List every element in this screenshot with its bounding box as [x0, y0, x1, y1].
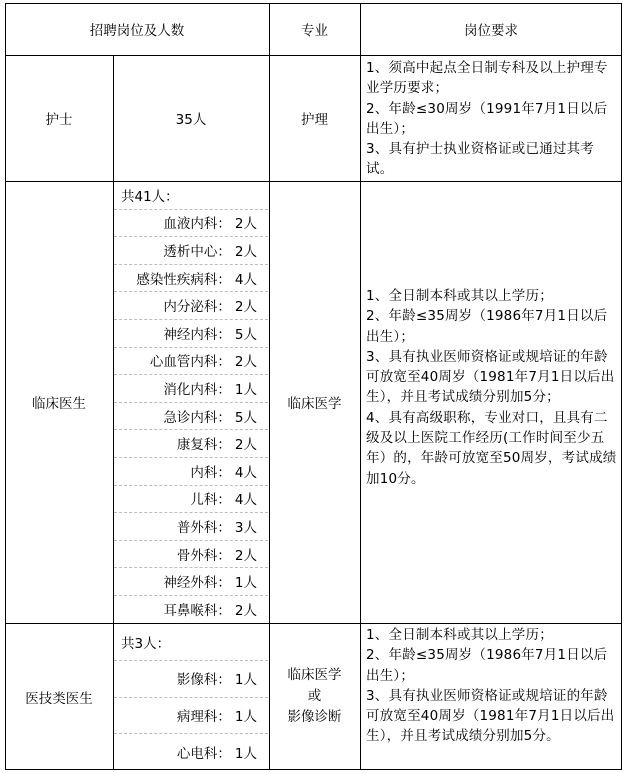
department-count: 4人 — [234, 492, 257, 509]
requirement-item: 1、全日制本科或其以上学历； — [366, 627, 553, 643]
major-clinical-doctor: 临床医学 — [287, 396, 342, 412]
department-name: 病理科： — [176, 708, 231, 725]
position-clinical-doctor: 临床医生 — [32, 396, 86, 412]
department-row — [113, 374, 269, 402]
requirement-item: 3、具有护士执业资格证或已通过其考试。 — [366, 141, 594, 178]
department-row — [113, 485, 269, 513]
department-count: 5人 — [234, 409, 257, 426]
department-count: 3人 — [234, 519, 257, 536]
department-count: 4人 — [234, 271, 257, 288]
count-nurse: 35人 — [175, 112, 207, 128]
department-name: 骨外科： — [176, 547, 231, 564]
requirements-clinical-doctor — [360, 286, 622, 489]
department-row — [113, 347, 269, 375]
department-count: 1人 — [234, 575, 257, 592]
department-name: 血液内科： — [163, 216, 231, 233]
department-row — [113, 264, 269, 292]
major-line: 影像诊断 — [287, 709, 342, 725]
requirement-item: 3、具有执业医师资格证或规培证的年龄可放宽至40周岁（1981年7月1日以后出生），并且考试成绩分别加5分； — [366, 348, 615, 406]
requirement-item: 2、年龄≤35周岁（1986年7月1日以后出生）； — [366, 647, 608, 684]
major-line: 或 — [307, 688, 322, 704]
department-name: 普外科： — [176, 519, 231, 536]
requirement-item: 4、具有高级职称，专业对口，且具有二级及以上医院工作经历(工作时间至少五年）的，年龄可放宽至50周岁，考试成绩加10分。 — [366, 409, 617, 487]
department-name: 感染性疾病科： — [136, 271, 231, 288]
clinical-total: 共41人： — [121, 188, 179, 205]
requirement-item: 2、年龄≤30周岁（1991年7月1日以后出生）； — [366, 100, 608, 137]
header-major: 专业 — [301, 23, 328, 39]
department-row — [113, 402, 269, 430]
department-name: 消化内科： — [163, 381, 231, 398]
department-count: 2人 — [234, 299, 257, 316]
requirements-nurse — [360, 58, 622, 180]
requirements-medtech-doctor — [360, 625, 622, 747]
department-name: 儿科： — [190, 492, 231, 509]
department-count: 2人 — [234, 216, 257, 233]
department-count: 2人 — [234, 354, 257, 371]
position-nurse: 护士 — [45, 112, 73, 128]
department-row — [113, 319, 269, 347]
department-row — [113, 236, 269, 264]
requirement-item: 1、全日制本科或其以上学历； — [366, 288, 553, 304]
department-name: 透析中心： — [163, 243, 231, 260]
department-name: 心电科： — [176, 745, 231, 762]
major-nurse: 护理 — [301, 112, 328, 128]
major-line: 临床医学 — [287, 667, 342, 683]
department-name: 康复科： — [176, 437, 231, 454]
department-count: 2人 — [234, 437, 257, 454]
department-count: 5人 — [234, 326, 257, 343]
department-count: 1人 — [234, 708, 257, 725]
header-position-count: 招聘岗位及人数 — [89, 23, 185, 39]
department-row — [113, 457, 269, 485]
department-name: 影像科： — [176, 672, 231, 689]
position-medtech-doctor: 医技类医生 — [25, 690, 93, 707]
medtech-total: 共3人： — [121, 635, 171, 652]
department-name: 内分泌科： — [163, 299, 231, 316]
department-row — [113, 291, 269, 319]
department-name: 急诊内科： — [163, 409, 231, 426]
department-row — [113, 595, 269, 623]
department-name: 内科： — [190, 464, 231, 481]
department-row — [113, 429, 269, 457]
department-row — [113, 733, 269, 770]
department-name: 神经内科： — [163, 326, 231, 343]
department-count: 1人 — [234, 381, 257, 398]
requirement-item: 1、须高中起点全日制专科及以上护理专业学历要求； — [366, 60, 608, 97]
header-requirements: 岗位要求 — [464, 23, 518, 39]
department-name: 神经外科： — [163, 575, 231, 592]
department-count: 2人 — [234, 243, 257, 260]
department-row — [113, 567, 269, 595]
department-name: 心血管内科： — [149, 354, 231, 371]
department-row — [113, 512, 269, 540]
department-row — [113, 660, 269, 697]
department-count: 1人 — [234, 745, 257, 762]
major-medtech-doctor — [269, 623, 360, 770]
department-count: 2人 — [234, 602, 257, 619]
requirement-item: 3、具有执业医师资格证或规培证的年龄可放宽至40周岁（1981年7月1日以后出生），并且考试成绩分别加5分。 — [366, 687, 615, 745]
department-row — [113, 697, 269, 734]
department-count: 1人 — [234, 672, 257, 689]
department-count: 4人 — [234, 464, 257, 481]
department-row — [113, 540, 269, 568]
department-count: 2人 — [234, 547, 257, 564]
requirement-item: 2、年龄≤35周岁（1986年7月1日以后出生）； — [366, 308, 608, 345]
department-row — [113, 209, 269, 237]
department-name: 耳鼻喉科： — [163, 602, 231, 619]
